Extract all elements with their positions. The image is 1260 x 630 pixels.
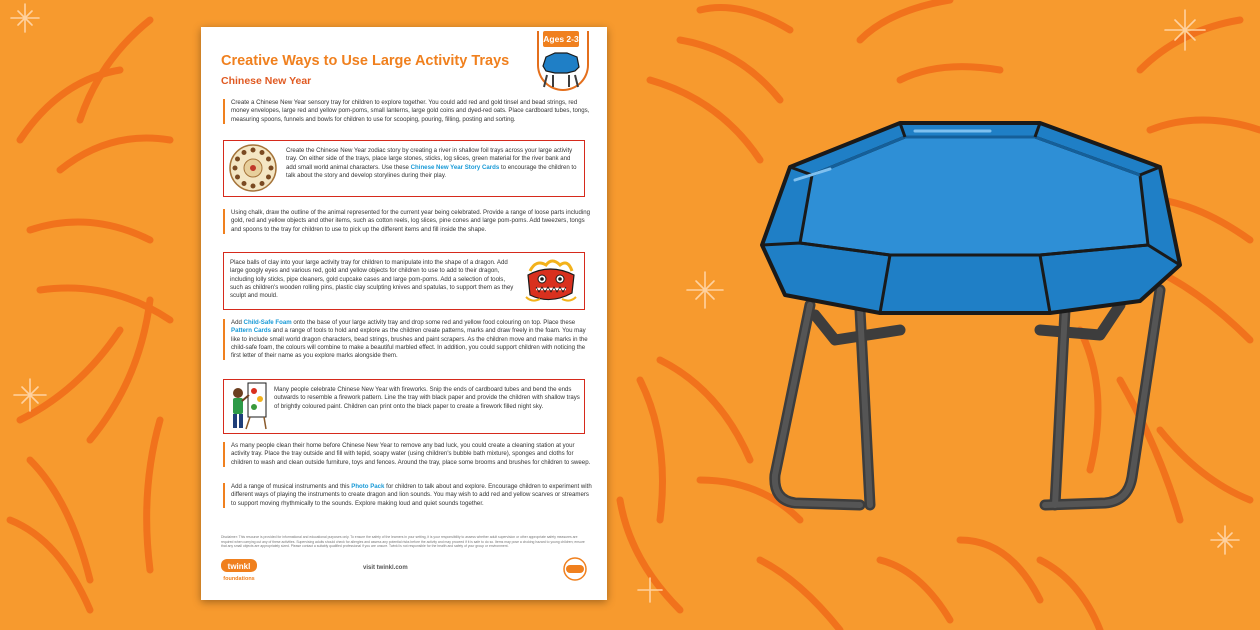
box-zodiac-story — [223, 140, 585, 197]
dragon-head-icon — [522, 257, 580, 305]
logo-text: twinkl — [227, 562, 251, 571]
disclaimer: Disclaimer: This resource is provided for informational and educational purposes only. To ensure the safety of the learners in your setting, it is your responsibility to assess whether adult supervision or other appropriate safety measures are required when carrying out any of these activities. Supervising adults should check for allergies and assess any potential risks before the activity and may proceed if it is safe to do so. Items may pose a choking hazard to young children; ensure that any small objects are appropriately sized. Please contact a suitably qualified professional if you are unsure. Twinkl is not responsible for the health and safety of your group or environment. — [221, 535, 585, 549]
sheet-title: Creative Ways to Use Large Activity Trays — [221, 53, 510, 69]
activity-sheet — [201, 27, 607, 600]
paragraph-child-safe-foam — [223, 319, 593, 360]
box-fireworks — [223, 379, 585, 434]
paragraph-text: Add — [231, 319, 244, 326]
activity-tray-illustration — [740, 105, 1200, 525]
twinkl-badge-logo — [563, 557, 587, 581]
paragraph-text: and a range of tools to hold and explore as the children create patterns, marks and draw freely in the foam. You may like to include small world dragon characters, bead strings, brushes and paint scrapers. As the children move and make marks in the child-safe foam, the colours will combine to make a beautiful marbled effect. In addition, you could support children with noticing the first letter of their name as you explore marks alongside them. — [231, 327, 588, 360]
age-label: Ages 2-3 — [543, 31, 579, 47]
zodiac-wheel-icon — [228, 143, 278, 193]
child-painting-icon — [226, 381, 268, 431]
paragraph-fireworks — [274, 386, 580, 411]
paragraph-chalk-outline — [223, 209, 593, 234]
website-link[interactable]: visit twinkl.com — [363, 565, 408, 571]
paragraph-cleaning-station — [223, 442, 593, 467]
photo-pack-link[interactable]: Photo Pack — [351, 483, 385, 490]
sheet-subtitle: Chinese New Year — [221, 75, 312, 87]
paragraph-musical-instruments — [223, 483, 593, 508]
logo-sub-text: foundations — [223, 576, 255, 582]
paragraph-text: Using chalk, draw the outline of the animal represented for the current year being celebrated. Provide a range of loose parts including gold, red and yellow objects and other items, such as cotton reels, log slices, pine cones and large pom-poms. Add tweezers, tongs and spoons to the tray for children to use to pick up the different items and fill inside the shape. — [231, 209, 591, 233]
paragraph-text: Create a Chinese New Year sensory tray for children to explore together. You could add red and gold tinsel and bead strings, red money envelopes, large red and yellow pom-poms, small lanterns, large gold coins and dyed-red oats. Place cardboard tubes, tongs, measuring spoons, funnels and bowls for children to use for scooping, pouring, filling, posting and sorting. — [231, 99, 590, 123]
paragraph-text: Add a range of musical instruments and this — [231, 483, 352, 490]
paragraph-sensory-tray — [223, 99, 593, 124]
paragraph-text: Many people celebrate Chinese New Year with fireworks. Snip the ends of cardboard tubes and bend the ends outwards to resemble a firework pattern. Line the tray with black paper and provide the children with shallow trays of brightly coloured paint. Children can print onto the black paper to create a firework filled night sky. — [274, 386, 580, 410]
paragraph-text: onto the base of your large activity tray and drop some red and yellow food colouring on top. Place these — [291, 319, 576, 326]
child-safe-foam-link[interactable]: Child-Safe Foam — [243, 319, 292, 326]
paragraph-text: Create the Chinese New Year zodiac story by creating a river in shallow foil trays across your large activity tray. On either side of the trays, place large stones, sticks, log slices, green material for the river bank and add small world animal characters. Use these — [286, 147, 573, 171]
box-clay-dragon — [223, 252, 585, 310]
tray-icon — [541, 51, 581, 89]
paragraph-text: Place balls of clay into your large activity tray for children to manipulate into the shape of a dragon. Add large googly eyes and various red, gold and yellow objects for children to use to add to their dragon, including lolly sticks, pipe cleaners, gold cupcake cases and large pom-poms. Add a selection of tools, such as children's wooden rolling pins, plastic clay sculpting knives and spatulas, to support them as they sculpt and mould. — [230, 259, 514, 300]
paragraph-text: for children to talk about and explore. Encourage children to experiment with different ways of playing the instruments to create dragon and lion sounds. You may wish to add red and yellow scarves or streamers to support moving rhythmically to the sounds. Explore making loud and quiet sounds together. — [231, 483, 592, 507]
paragraph-text: As many people clean their home before Chinese New Year to remove any bad luck, you could create a cleaning station at your activity tray. Place the tray outside and fill with tepid, soapy water (using children's bubble bath mixture), sponges and cloths for children to wash and clean outside furniture, toys and fences. Around the tray, place some brooms and brushes for children to sweep. — [231, 442, 591, 466]
paragraph-text: to encourage the children to talk about the story and develop storylines during their play. — [286, 163, 577, 179]
paragraph-clay — [230, 259, 514, 300]
twinkl-foundations-logo — [221, 559, 257, 583]
pattern-cards-link[interactable]: Pattern Cards — [231, 327, 271, 335]
story-cards-link[interactable]: Chinese New Year Story Cards — [410, 163, 500, 171]
paragraph-zodiac — [286, 147, 578, 180]
